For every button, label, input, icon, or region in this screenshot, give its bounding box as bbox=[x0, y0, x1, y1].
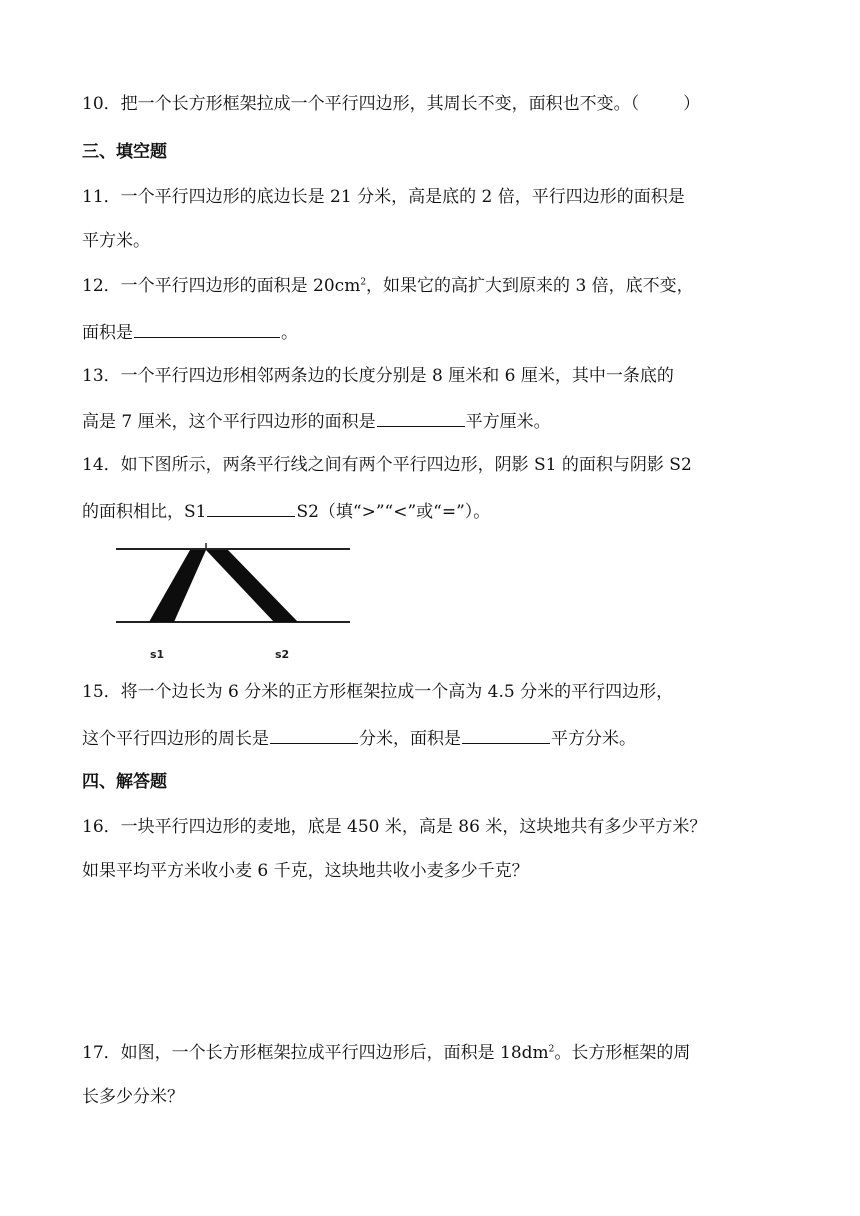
shaded-parallelogram-s1 bbox=[149, 550, 206, 622]
question-17-line-2: 长多少分米？ bbox=[82, 1087, 184, 1107]
question-15-line-2 bbox=[82, 725, 636, 751]
question-12-text-d: 。 bbox=[281, 323, 298, 343]
question-13-line-1: 13．一个平行四边形相邻两条边的长度分别是 8 厘米和 6 厘米，其中一条底的 bbox=[82, 366, 674, 386]
question-14-text-a: 的面积相比，S1 bbox=[82, 502, 207, 522]
question-12-text-a: 12．一个平行四边形的面积是 20cm bbox=[82, 276, 361, 296]
superscript-2: 2 bbox=[548, 1044, 555, 1055]
label-s2: s2 bbox=[275, 648, 290, 661]
question-13-line-2 bbox=[82, 408, 551, 434]
question-13-text-b: 平方厘米。 bbox=[465, 412, 551, 432]
answer-blank-12[interactable] bbox=[134, 319, 280, 338]
question-16-line-2: 如果平均平方米收小麦 6 千克，这块地共收小麦多少千克？ bbox=[82, 861, 529, 881]
question-12-line-2 bbox=[82, 319, 298, 345]
question-13-text-a: 高是 7 厘米，这个平行四边形的面积是 bbox=[82, 412, 376, 432]
answer-blank-13[interactable] bbox=[377, 408, 465, 427]
question-12-text-b: ，如果它的高扩大到原来的 3 倍，底不变， bbox=[366, 276, 694, 296]
question-12-text-c: 面积是 bbox=[82, 323, 133, 343]
answer-blank-14[interactable] bbox=[207, 498, 295, 517]
question-12-line-1 bbox=[82, 274, 694, 298]
question-16-line-1: 16．一块平行四边形的麦地，底是 450 米，高是 86 米，这块地共有多少平方米？ bbox=[82, 817, 707, 837]
question-11-line-1: 11．一个平行四边形的底边长是 21 分米，高是底的 2 倍，平行四边形的面积是 bbox=[82, 187, 685, 207]
parallel-lines-figure bbox=[112, 540, 356, 664]
question-15-text-b: 分米，面积是 bbox=[359, 729, 461, 749]
question-10-text: 10．把一个长方形框架拉成一个平行四边形，其周长不变，面积也不变。（ bbox=[82, 94, 640, 114]
question-11-line-2: 平方米。 bbox=[82, 231, 150, 251]
shaded-parallelogram-s2 bbox=[206, 550, 298, 622]
superscript-2: 2 bbox=[360, 277, 367, 288]
question-10-close: ） bbox=[683, 94, 701, 114]
answer-blank-15-perimeter[interactable] bbox=[270, 725, 358, 744]
answer-blank-15-area[interactable] bbox=[462, 725, 550, 744]
question-17-text-b: 。长方形框架的周 bbox=[554, 1043, 691, 1063]
question-15-line-1: 15．将一个边长为 6 分米的正方形框架拉成一个高为 4.5 分米的平行四边形， bbox=[82, 682, 674, 702]
question-14-line-1: 14．如下图所示，两条平行线之间有两个平行四边形，阴影 S1 的面积与阴影 S2 bbox=[82, 455, 692, 475]
question-14-line-2 bbox=[82, 498, 490, 524]
question-15-text-c: 平方分米。 bbox=[551, 729, 636, 749]
question-14-text-b: S2（填“>”“<”或“=”）。 bbox=[296, 502, 491, 522]
label-s1: s1 bbox=[150, 648, 165, 661]
question-15-text-a: 这个平行四边形的周长是 bbox=[82, 729, 269, 749]
section-heading-fill-in: 三、填空题 bbox=[82, 142, 167, 162]
question-10 bbox=[82, 92, 700, 116]
question-17-text-a: 17．如图，一个长方形框架拉成平行四边形后，面积是 18dm bbox=[82, 1043, 549, 1063]
question-17-line-1 bbox=[82, 1041, 690, 1065]
section-heading-solve: 四、解答题 bbox=[82, 772, 167, 792]
